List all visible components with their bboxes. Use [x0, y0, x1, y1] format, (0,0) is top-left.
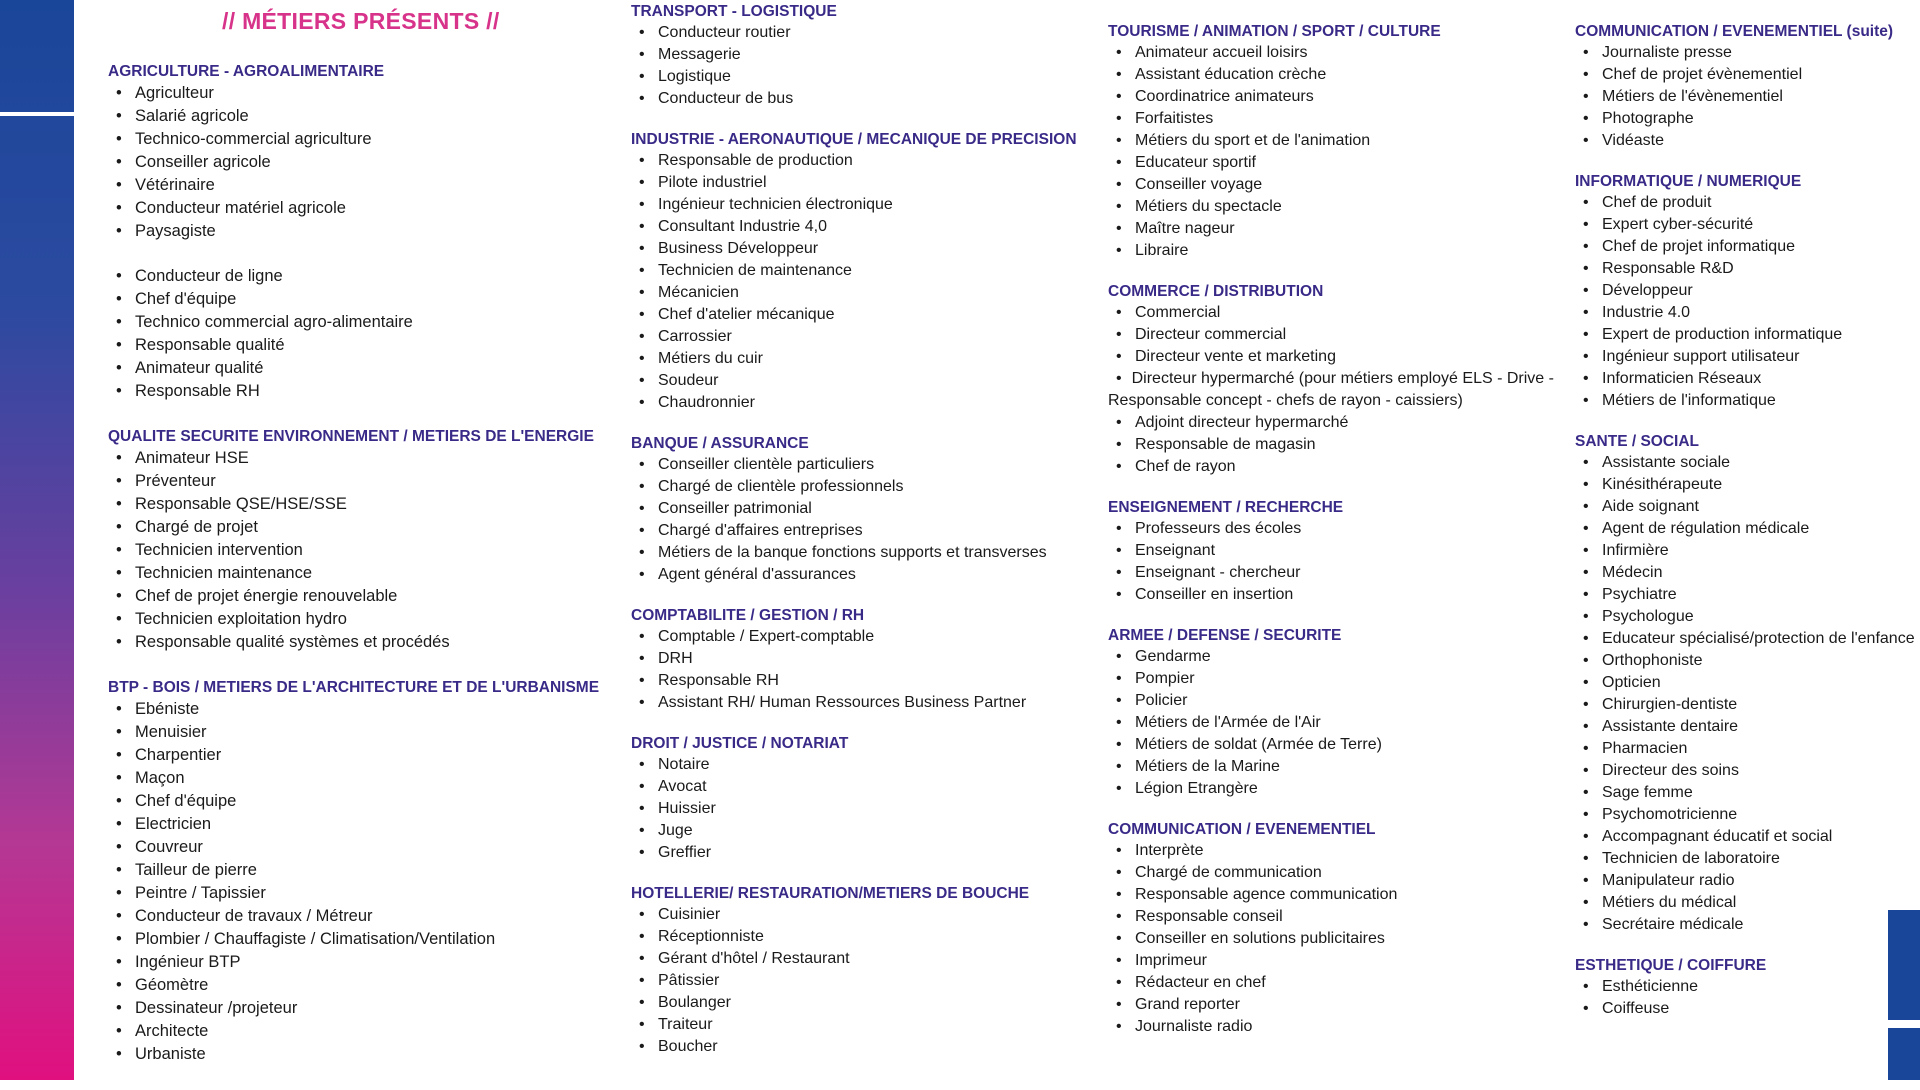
- job-item: • Educateur sportif: [1108, 152, 1578, 174]
- job-item: • Salarié agricole: [108, 105, 628, 128]
- left-gradient-band: [0, 0, 74, 1080]
- section-c3-s1: [1108, 22, 1578, 262]
- job-item: • Aide soignant: [1575, 496, 1920, 518]
- job-item: • Gendarme: [1108, 646, 1578, 668]
- job-item: • Directeur des soins: [1575, 760, 1920, 782]
- job-item: • Ingénieur BTP: [108, 951, 628, 974]
- job-item: • Enseignant: [1108, 540, 1578, 562]
- job-list: [1575, 976, 1920, 1020]
- job-list: [1108, 840, 1578, 1038]
- job-item: • Responsable de magasin: [1108, 434, 1578, 456]
- job-item: • Métiers de l'évènementiel: [1575, 86, 1920, 108]
- job-item: • Chaudronnier: [631, 392, 1101, 414]
- job-item: • Esthéticienne: [1575, 976, 1920, 998]
- job-item: • Responsable de production: [631, 150, 1101, 172]
- job-item: • Assistant RH/ Human Ressources Business Partner: [631, 692, 1101, 714]
- job-list: [631, 150, 1101, 414]
- job-item: • Conseiller clientèle particuliers: [631, 454, 1101, 476]
- job-item: • Chef d'équipe: [108, 790, 628, 813]
- section-title: COMMERCE / DISTRIBUTION: [1108, 283, 1324, 300]
- job-item: • Psychologue: [1575, 606, 1920, 628]
- job-item: • Photographe: [1575, 108, 1920, 130]
- job-item: • Coiffeuse: [1575, 998, 1920, 1020]
- job-item: • Boucher: [631, 1036, 1101, 1058]
- job-item: • Géomètre: [108, 974, 628, 997]
- job-item: • Psychomotricienne: [1575, 804, 1920, 826]
- section-title: AGRICULTURE - AGROALIMENTAIRE: [108, 63, 385, 80]
- job-list: [631, 454, 1101, 586]
- job-list: [108, 82, 628, 403]
- job-item: • Coordinatrice animateurs: [1108, 86, 1578, 108]
- job-item: • Psychiatre: [1575, 584, 1920, 606]
- job-item: • Grand reporter: [1108, 994, 1578, 1016]
- job-item: • Informaticien Réseaux: [1575, 368, 1920, 390]
- section-title: BTP - BOIS / METIERS DE L'ARCHITECTURE ET DE L'URBANISME: [108, 679, 600, 696]
- job-item: • Métiers du médical: [1575, 892, 1920, 914]
- job-item: • Enseignant - chercheur: [1108, 562, 1578, 584]
- job-item: • Métiers du cuir: [631, 348, 1101, 370]
- job-item: • Conseiller voyage: [1108, 174, 1578, 196]
- job-item: • Secrétaire médicale: [1575, 914, 1920, 936]
- job-item: • Adjoint directeur hypermarché: [1108, 412, 1578, 434]
- job-item: • Expert de production informatique: [1575, 324, 1920, 346]
- section-title: COMMUNICATION / EVENEMENTIEL (suite): [1575, 23, 1894, 40]
- section-c3-s5: [1108, 820, 1578, 1038]
- job-item: • Kinésithérapeute: [1575, 474, 1920, 496]
- job-item: • Notaire: [631, 754, 1101, 776]
- section-c3-s4: [1108, 626, 1578, 800]
- job-item: • Métiers de la banque fonctions supports et transverses: [631, 542, 1101, 564]
- job-item: • Pompier: [1108, 668, 1578, 690]
- section-title: HOTELLERIE/ RESTAURATION/METIERS DE BOUCHE: [631, 885, 1030, 902]
- job-item: • DRH: [631, 648, 1101, 670]
- job-item: • Vétérinaire: [108, 174, 628, 197]
- job-list: [1575, 192, 1920, 412]
- job-item: • Cuisinier: [631, 904, 1101, 926]
- job-item: • Soudeur: [631, 370, 1101, 392]
- job-item: • Chargé d'affaires entreprises: [631, 520, 1101, 542]
- job-item: • Chef de rayon: [1108, 456, 1578, 478]
- job-item: • Gérant d'hôtel / Restaurant: [631, 948, 1101, 970]
- job-item: • Urbaniste: [108, 1043, 628, 1066]
- job-item: • Comptable / Expert-comptable: [631, 626, 1101, 648]
- job-item: • Responsable R&D: [1575, 258, 1920, 280]
- job-item: • Technicien intervention: [108, 539, 628, 562]
- job-item: • Technico-commercial agriculture: [108, 128, 628, 151]
- section-title: SANTE / SOCIAL: [1575, 433, 1700, 450]
- job-item: • Mécanicien: [631, 282, 1101, 304]
- job-item: • Pilote industriel: [631, 172, 1101, 194]
- job-item: • Boulanger: [631, 992, 1101, 1014]
- job-item: • Animateur HSE: [108, 447, 628, 470]
- job-item: • Métiers de l'Armée de l'Air: [1108, 712, 1578, 734]
- job-list: [108, 447, 628, 654]
- section-c4-s2: [1575, 172, 1920, 412]
- job-item: • Maçon: [108, 767, 628, 790]
- job-item: • Directeur commercial: [1108, 324, 1578, 346]
- job-item: • Charpentier: [108, 744, 628, 767]
- job-item: • Agent de régulation médicale: [1575, 518, 1920, 540]
- job-item: • Architecte: [108, 1020, 628, 1043]
- job-item: • Chargé de communication: [1108, 862, 1578, 884]
- job-item: • Avocat: [631, 776, 1101, 798]
- job-list: [1108, 302, 1578, 478]
- job-list: [1575, 452, 1920, 936]
- job-item: • Assistante dentaire: [1575, 716, 1920, 738]
- job-item: • Chef de projet évènementiel: [1575, 64, 1920, 86]
- section-c1-s2: [108, 427, 628, 654]
- job-item: • Agent général d'assurances: [631, 564, 1101, 586]
- section-c2-s4: [631, 606, 1101, 714]
- job-item: • Ingénieur support utilisateur: [1575, 346, 1920, 368]
- section-c2-s5: [631, 734, 1101, 864]
- job-item: • Technicien de maintenance: [631, 260, 1101, 282]
- column-3: [1108, 22, 1578, 1058]
- column-4: [1575, 22, 1920, 1040]
- job-item: • Paysagiste: [108, 220, 628, 243]
- job-list: [631, 22, 1101, 110]
- section-c3-s3: [1108, 498, 1578, 606]
- section-title: ARMEE / DEFENSE / SECURITE: [1108, 627, 1342, 644]
- job-item: • Tailleur de pierre: [108, 859, 628, 882]
- job-item: • Huissier: [631, 798, 1101, 820]
- job-item: • Assistante sociale: [1575, 452, 1920, 474]
- job-item: • Directeur hypermarché (pour métiers employé ELS - Drive - Responsable concept - chefs de rayon - caissiers): [1108, 368, 1578, 412]
- section-title: INFORMATIQUE / NUMERIQUE: [1575, 173, 1802, 190]
- job-item: • Responsable RH: [631, 670, 1101, 692]
- job-item: • Pâtissier: [631, 970, 1101, 992]
- job-list: [1108, 646, 1578, 800]
- job-item: • Technico commercial agro-alimentaire: [108, 311, 628, 334]
- job-item: • Journaliste radio: [1108, 1016, 1578, 1038]
- job-item: • Préventeur: [108, 470, 628, 493]
- job-item: • Chef d'atelier mécanique: [631, 304, 1101, 326]
- job-item: • Commercial: [1108, 302, 1578, 324]
- job-item: • Chargé de projet: [108, 516, 628, 539]
- job-item: • Greffier: [631, 842, 1101, 864]
- job-item: • Responsable qualité: [108, 334, 628, 357]
- job-item: • Peintre / Tapissier: [108, 882, 628, 905]
- job-item: • Métiers de soldat (Armée de Terre): [1108, 734, 1578, 756]
- job-item: • Responsable QSE/HSE/SSE: [108, 493, 628, 516]
- job-item: • Conducteur matériel agricole: [108, 197, 628, 220]
- job-item: • Manipulateur radio: [1575, 870, 1920, 892]
- job-item: • Accompagnant éducatif et social: [1575, 826, 1920, 848]
- job-item: • Chef de produit: [1575, 192, 1920, 214]
- job-item: • Messagerie: [631, 44, 1101, 66]
- section-title: COMMUNICATION / EVENEMENTIEL: [1108, 821, 1376, 838]
- job-item: • Conseiller en insertion: [1108, 584, 1578, 606]
- job-item: • Menuisier: [108, 721, 628, 744]
- job-list: [108, 698, 628, 1066]
- job-item: • Conseiller patrimonial: [631, 498, 1101, 520]
- section-c3-s2: [1108, 282, 1578, 478]
- job-item: • Conseiller agricole: [108, 151, 628, 174]
- job-item: • Responsable conseil: [1108, 906, 1578, 928]
- job-item: • Forfaitistes: [1108, 108, 1578, 130]
- job-item: • Animateur accueil loisirs: [1108, 42, 1578, 64]
- job-item: • Rédacteur en chef: [1108, 972, 1578, 994]
- band-divider: [0, 112, 74, 116]
- section-title: INDUSTRIE - AERONAUTIQUE / MECANIQUE DE PRECISION: [631, 131, 1077, 148]
- job-item: • Réceptionniste: [631, 926, 1101, 948]
- page-title: // MÉTIERS PRÉSENTS //: [222, 8, 500, 34]
- job-item: • Expert cyber-sécurité: [1575, 214, 1920, 236]
- job-item: • Chirurgien-dentiste: [1575, 694, 1920, 716]
- job-item: • Chef de projet informatique: [1575, 236, 1920, 258]
- job-list: [631, 626, 1101, 714]
- section-c1-s3: [108, 678, 628, 1066]
- job-item: • Pharmacien: [1575, 738, 1920, 760]
- job-item: • Conducteur routier: [631, 22, 1101, 44]
- job-item: • Sage femme: [1575, 782, 1920, 804]
- section-title: BANQUE / ASSURANCE: [631, 435, 809, 452]
- job-item: • Electricien: [108, 813, 628, 836]
- section-title: TRANSPORT - LOGISTIQUE: [631, 3, 837, 20]
- job-item: • Conducteur de bus: [631, 88, 1101, 110]
- job-item: • Logistique: [631, 66, 1101, 88]
- job-item: • Plombier / Chauffagiste / Climatisation/Ventilation: [108, 928, 628, 951]
- job-item: • Technicien de laboratoire: [1575, 848, 1920, 870]
- section-c2-s2: [631, 130, 1101, 414]
- job-item: • Conseiller en solutions publicitaires: [1108, 928, 1578, 950]
- job-item: • Infirmière: [1575, 540, 1920, 562]
- job-item: • Maître nageur: [1108, 218, 1578, 240]
- job-item: • Policier: [1108, 690, 1578, 712]
- section-c2-s3: [631, 434, 1101, 586]
- job-item: • Traiteur: [631, 1014, 1101, 1036]
- section-title: COMPTABILITE / GESTION / RH: [631, 607, 865, 624]
- job-item: • Juge: [631, 820, 1101, 842]
- job-item: • Business Développeur: [631, 238, 1101, 260]
- job-item: • Légion Etrangère: [1108, 778, 1578, 800]
- job-item: • Ebéniste: [108, 698, 628, 721]
- job-item: • Responsable agence communication: [1108, 884, 1578, 906]
- column-2: [631, 2, 1101, 1078]
- section-c4-s3: [1575, 432, 1920, 936]
- section-c4-s4: [1575, 956, 1920, 1020]
- job-item: • Educateur spécialisé/protection de l'enfance: [1575, 628, 1920, 650]
- section-title: TOURISME / ANIMATION / SPORT / CULTURE: [1108, 23, 1441, 40]
- job-item: • Développeur: [1575, 280, 1920, 302]
- job-item: • Industrie 4.0: [1575, 302, 1920, 324]
- job-item: • Couvreur: [108, 836, 628, 859]
- job-item: • Conducteur de ligne: [108, 265, 628, 288]
- job-item: • Opticien: [1575, 672, 1920, 694]
- section-c2-s1: [631, 2, 1101, 110]
- job-item: • Consultant Industrie 4,0: [631, 216, 1101, 238]
- job-item: • Animateur qualité: [108, 357, 628, 380]
- job-item: • Assistant éducation crèche: [1108, 64, 1578, 86]
- job-item: • Ingénieur technicien électronique: [631, 194, 1101, 216]
- job-item: • Orthophoniste: [1575, 650, 1920, 672]
- job-item: • Directeur vente et marketing: [1108, 346, 1578, 368]
- job-item: • Responsable RH: [108, 380, 628, 403]
- job-list: [631, 904, 1101, 1058]
- job-item: • Médecin: [1575, 562, 1920, 584]
- section-c2-s6: [631, 884, 1101, 1058]
- job-item: • Imprimeur: [1108, 950, 1578, 972]
- column-1: [108, 62, 628, 1090]
- section-title: ESTHETIQUE / COIFFURE: [1575, 957, 1767, 974]
- section-c4-s1: [1575, 22, 1920, 152]
- job-item: • Métiers de l'informatique: [1575, 390, 1920, 412]
- job-item: • Métiers du spectacle: [1108, 196, 1578, 218]
- job-item: • Dessinateur /projeteur: [108, 997, 628, 1020]
- job-item: • Journaliste presse: [1575, 42, 1920, 64]
- job-item: • Chargé de clientèle professionnels: [631, 476, 1101, 498]
- job-list: [631, 754, 1101, 864]
- job-item: • Professeurs des écoles: [1108, 518, 1578, 540]
- job-item: • Agriculteur: [108, 82, 628, 105]
- section-c1-s1: [108, 62, 628, 403]
- job-item: • Interprète: [1108, 840, 1578, 862]
- job-list: [1108, 42, 1578, 262]
- job-list: [1575, 42, 1920, 152]
- job-item: • Responsable qualité systèmes et procédés: [108, 631, 628, 654]
- job-item: • Technicien maintenance: [108, 562, 628, 585]
- job-item: • Technicien exploitation hydro: [108, 608, 628, 631]
- job-item: • Métiers de la Marine: [1108, 756, 1578, 778]
- section-title: QUALITE SECURITE ENVIRONNEMENT / METIERS DE L'ENERGIE: [108, 428, 594, 445]
- section-title: DROIT / JUSTICE / NOTARIAT: [631, 735, 849, 752]
- job-item: • Conducteur de travaux / Métreur: [108, 905, 628, 928]
- job-item: • Libraire: [1108, 240, 1578, 262]
- job-item: • Carrossier: [631, 326, 1101, 348]
- job-item: • Métiers du sport et de l'animation: [1108, 130, 1578, 152]
- section-title: ENSEIGNEMENT / RECHERCHE: [1108, 499, 1344, 516]
- job-list: [1108, 518, 1578, 606]
- job-item: • Vidéaste: [1575, 130, 1920, 152]
- job-item: • Chef de projet énergie renouvelable: [108, 585, 628, 608]
- job-item: • Chef d'équipe: [108, 288, 628, 311]
